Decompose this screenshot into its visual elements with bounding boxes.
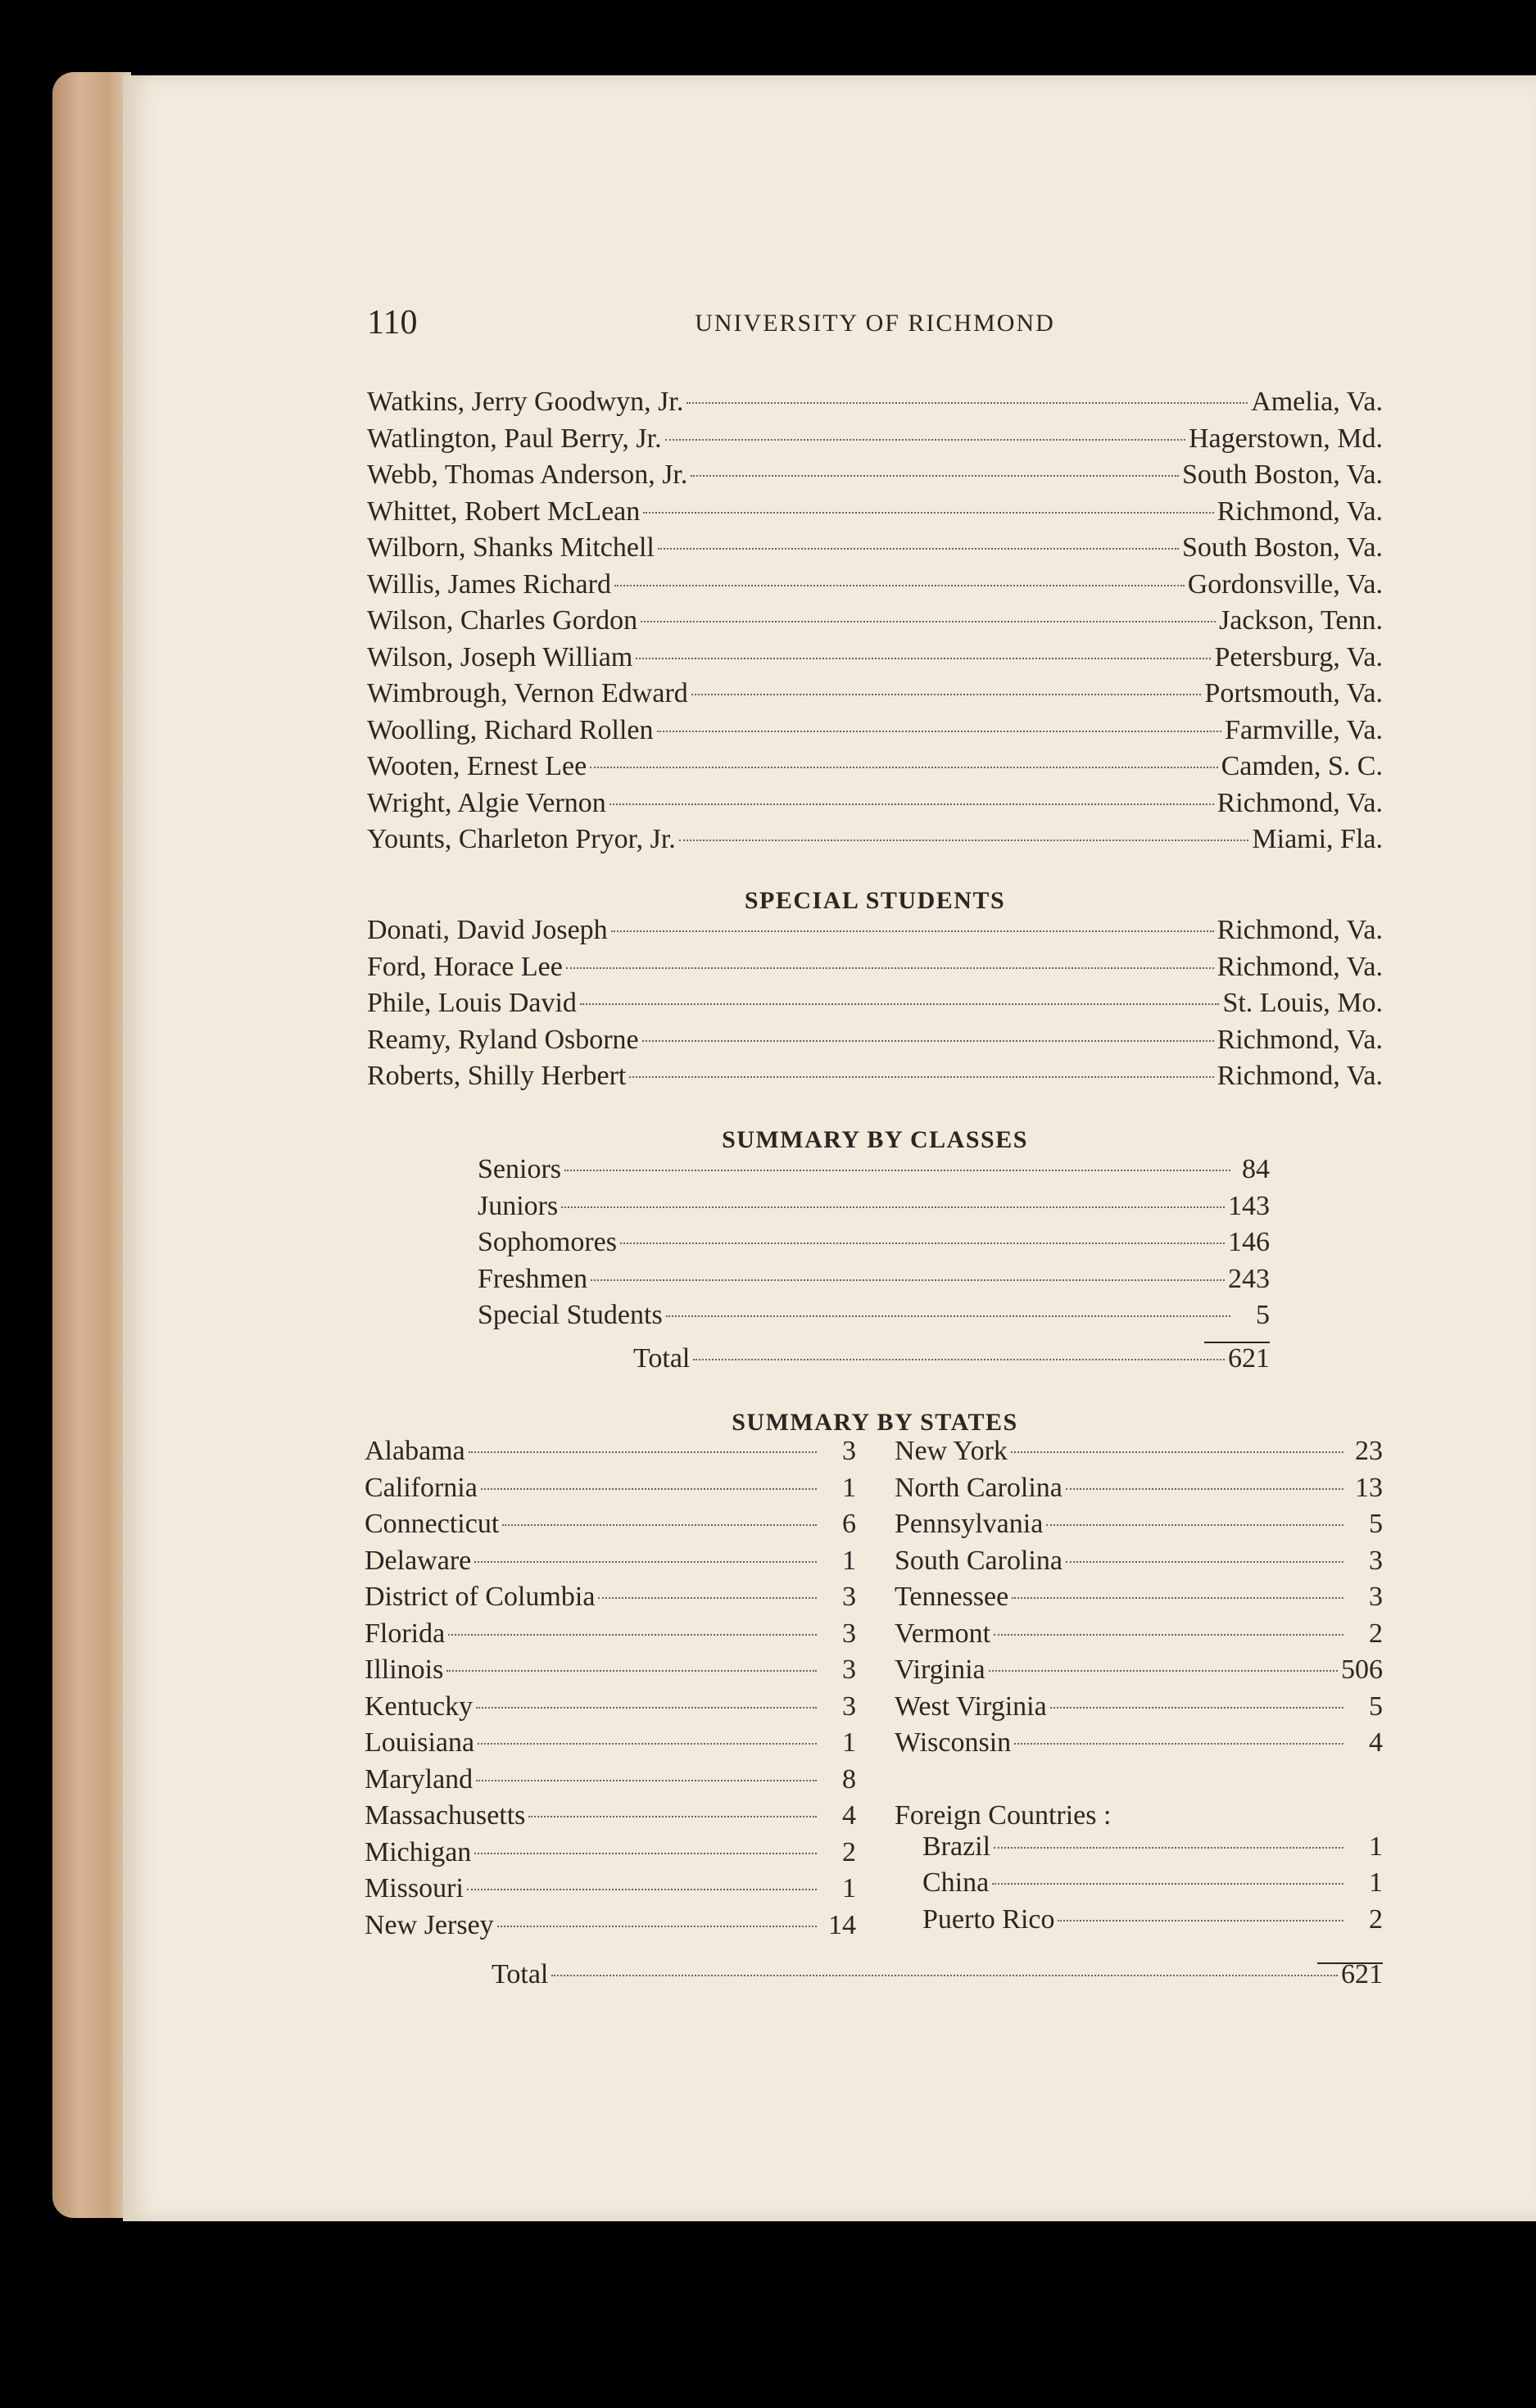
state-row [895, 1582, 1383, 1618]
state-row-label: Missouri [365, 1873, 464, 1903]
special-student-row-label: Reamy, Ryland Osborne [367, 1024, 639, 1055]
state-row-value: 6 [842, 1509, 856, 1539]
leader-dots [448, 1634, 817, 1636]
state-row-label: North Carolina [895, 1472, 1063, 1503]
special-student-row [367, 1025, 1383, 1061]
leader-dots [446, 1670, 817, 1672]
class-row-label: Seniors [478, 1154, 561, 1184]
states-total-row [492, 1959, 1383, 1990]
student-row-label: Webb, Thomas Anderson, Jr. [367, 459, 688, 490]
summary-by-states-heading: SUMMARY BY STATES [732, 1409, 1018, 1436]
class-row-label: Sophomores [478, 1227, 617, 1257]
leader-dots [580, 1003, 1220, 1005]
foreign-countries-label: Foreign Countries : [895, 1799, 1112, 1831]
class-row [478, 1300, 1270, 1337]
states-total-label: Total [492, 1959, 549, 1989]
leader-dots [691, 694, 1202, 695]
page-header [367, 303, 1383, 344]
state-row-value: 5 [1369, 1509, 1383, 1539]
leader-dots [693, 1359, 1225, 1360]
state-row-label: Florida [365, 1618, 446, 1649]
summary-by-classes-heading: SUMMARY BY CLASSES [722, 1126, 1028, 1153]
special-student-row [367, 988, 1383, 1025]
state-row-label: Virginia [895, 1654, 985, 1685]
leader-dots [1058, 1920, 1343, 1921]
state-row [365, 1910, 856, 1947]
foreign-country-row [895, 1831, 1383, 1868]
leader-dots [469, 1451, 817, 1453]
state-row-value: 1 [842, 1873, 856, 1903]
student-row-value: South Boston, Va. [1182, 459, 1383, 490]
state-row-value: 4 [842, 1800, 856, 1831]
student-row [367, 678, 1383, 715]
student-row-value: Petersburg, Va. [1214, 641, 1383, 672]
leader-dots [657, 731, 1222, 732]
student-row-label: Willis, James Richard [367, 568, 611, 600]
state-row-value: 3 [842, 1582, 856, 1612]
classes-total-value: 621 [1228, 1342, 1270, 1374]
student-row-value: Jackson, Tenn. [1218, 605, 1383, 636]
class-row-value: 5 [1256, 1300, 1270, 1330]
foreign-country-row-label: China [922, 1867, 990, 1898]
leader-dots [502, 1524, 817, 1526]
special-student-row-value: Richmond, Va. [1217, 915, 1383, 945]
state-row-label: Vermont [895, 1618, 991, 1649]
leader-dots [467, 1889, 817, 1890]
class-row-value: 146 [1228, 1227, 1270, 1257]
state-row [895, 1691, 1383, 1728]
leader-dots [591, 1279, 1225, 1281]
class-row [478, 1191, 1270, 1228]
student-row [367, 642, 1383, 679]
leader-dots [994, 1634, 1343, 1636]
state-row-label: District of Columbia [365, 1582, 596, 1612]
special-student-row-label: Ford, Horace Lee [367, 951, 563, 982]
student-list [367, 387, 1383, 861]
class-row [478, 1264, 1270, 1301]
states-right-column [895, 1436, 1383, 1940]
state-row-label: New York [895, 1436, 1008, 1466]
state-row [365, 1509, 856, 1546]
leader-dots [566, 967, 1214, 969]
state-row-label: New Jersey [365, 1909, 494, 1940]
leader-dots [590, 767, 1217, 768]
state-row [365, 1691, 856, 1728]
student-row [367, 751, 1383, 788]
student-row [367, 459, 1383, 496]
leader-dots [666, 1315, 1230, 1317]
student-row [367, 423, 1383, 460]
page-number: 110 [367, 304, 418, 342]
state-row [895, 1654, 1383, 1691]
student-row-label: Wright, Algie Vernon [367, 787, 606, 818]
leader-dots [476, 1707, 817, 1709]
special-students-heading: SPECIAL STUDENTS [744, 887, 1006, 914]
student-row-value: Portsmouth, Va. [1204, 678, 1383, 708]
leader-dots [474, 1853, 817, 1854]
state-row-label: Alabama [365, 1436, 465, 1466]
state-row-value: 5 [1369, 1691, 1383, 1722]
states-left-column [365, 1436, 856, 1946]
leader-dots [1050, 1707, 1343, 1709]
leader-dots [611, 930, 1214, 932]
special-student-row-label: Roberts, Shilly Herbert [367, 1061, 627, 1091]
state-row [365, 1473, 856, 1510]
classes-total-label: Total [633, 1342, 691, 1374]
leader-dots [629, 1076, 1213, 1078]
state-row [365, 1727, 856, 1764]
foreign-country-row-value: 1 [1369, 1867, 1383, 1898]
student-row [367, 715, 1383, 752]
state-row-label: California [365, 1472, 478, 1503]
state-row-label: Connecticut [365, 1509, 500, 1539]
leader-dots [1011, 1451, 1343, 1453]
student-row-value: Amelia, Va. [1251, 387, 1383, 417]
class-row [478, 1154, 1270, 1191]
state-row [365, 1837, 856, 1874]
state-row-value: 3 [842, 1691, 856, 1722]
state-row [365, 1582, 856, 1618]
leader-dots [989, 1670, 1338, 1672]
state-row-label: Wisconsin [895, 1727, 1012, 1758]
class-row-label: Special Students [478, 1300, 663, 1330]
leader-dots [474, 1561, 817, 1563]
state-row-value: 23 [1355, 1436, 1383, 1466]
foreign-country-row-value: 1 [1369, 1831, 1383, 1862]
state-row-value: 3 [842, 1436, 856, 1466]
class-row-value: 84 [1242, 1154, 1270, 1184]
student-row-label: Wooten, Ernest Lee [367, 751, 587, 781]
leader-dots [497, 1926, 817, 1927]
student-row-value: South Boston, Va. [1182, 532, 1383, 563]
state-row-value: 3 [842, 1654, 856, 1685]
state-row [895, 1727, 1383, 1764]
state-row [895, 1436, 1383, 1473]
state-row [895, 1509, 1383, 1546]
running-title: UNIVERSITY OF RICHMOND [695, 310, 1055, 337]
state-row-label: Pennsylvania [895, 1509, 1044, 1539]
special-student-row [367, 915, 1383, 952]
student-row-value: Camden, S. C. [1221, 751, 1383, 781]
state-row-label: Delaware [365, 1545, 472, 1576]
leader-dots [1046, 1524, 1343, 1526]
state-row-value: 13 [1355, 1472, 1383, 1503]
leader-dots [642, 1040, 1214, 1042]
student-row-value: Gordonsville, Va. [1187, 568, 1383, 600]
leader-dots [614, 585, 1185, 586]
leader-dots [598, 1597, 817, 1599]
student-row-label: Watkins, Jerry Goodwyn, Jr. [367, 387, 684, 417]
state-row-label: Louisiana [365, 1727, 475, 1758]
state-row-label: Maryland [365, 1763, 473, 1795]
student-row [367, 532, 1383, 569]
summary-by-classes [478, 1154, 1270, 1374]
student-row-value: Farmville, Va. [1225, 714, 1383, 745]
leader-dots [691, 475, 1179, 477]
leader-dots [1012, 1597, 1343, 1599]
state-row-value: 1 [842, 1727, 856, 1758]
student-row [367, 387, 1383, 423]
leader-dots [528, 1816, 817, 1817]
student-row-value: Richmond, Va. [1217, 787, 1383, 818]
student-row [367, 605, 1383, 642]
student-row [367, 496, 1383, 533]
student-row-label: Watlington, Paul Berry, Jr. [367, 423, 662, 454]
student-row-label: Wilson, Joseph William [367, 641, 633, 672]
leader-dots [641, 621, 1216, 622]
leader-dots [1066, 1488, 1343, 1490]
student-row [367, 824, 1383, 861]
special-student-row [367, 952, 1383, 989]
classes-total-row [478, 1343, 1270, 1374]
state-row-label: South Carolina [895, 1545, 1063, 1576]
state-row-label: West Virginia [895, 1691, 1047, 1722]
leader-dots [1066, 1561, 1343, 1563]
state-row-value: 14 [828, 1909, 856, 1940]
state-row-label: Kentucky [365, 1691, 473, 1722]
special-student-row-value: Richmond, Va. [1217, 951, 1383, 982]
leader-dots [561, 1206, 1225, 1208]
student-row-label: Whittet, Robert McLean [367, 496, 641, 527]
student-row-label: Wilson, Charles Gordon [367, 605, 638, 636]
leader-dots [478, 1743, 817, 1745]
leader-dots [665, 439, 1185, 441]
foreign-country-row [895, 1867, 1383, 1904]
special-student-row-value: Richmond, Va. [1217, 1024, 1383, 1055]
student-row-value: Richmond, Va. [1217, 496, 1383, 527]
student-row [367, 788, 1383, 825]
state-row-value: 3 [1369, 1545, 1383, 1576]
special-student-row-value: St. Louis, Mo. [1222, 988, 1383, 1018]
state-row [365, 1800, 856, 1837]
foreign-country-row-label: Puerto Rico [922, 1903, 1055, 1935]
special-student-row-label: Donati, David Joseph [367, 915, 608, 945]
class-row-value: 143 [1228, 1190, 1270, 1221]
state-row-label: Illinois [365, 1654, 444, 1685]
state-row-label: Michigan [365, 1836, 472, 1867]
state-row-value: 3 [1369, 1582, 1383, 1612]
leader-dots [992, 1883, 1343, 1885]
leader-dots [564, 1170, 1230, 1171]
state-row [895, 1473, 1383, 1510]
state-row [895, 1546, 1383, 1582]
state-row [365, 1764, 856, 1801]
leader-dots [679, 840, 1249, 841]
state-row-value: 506 [1341, 1654, 1383, 1685]
leader-dots [476, 1780, 817, 1781]
state-row [365, 1618, 856, 1655]
leader-dots [658, 548, 1179, 550]
leader-dots [636, 658, 1211, 659]
state-row-label: Massachusetts [365, 1800, 526, 1831]
state-row-value: 1 [842, 1472, 856, 1503]
leader-dots [686, 402, 1248, 404]
leader-dots [1014, 1743, 1343, 1745]
state-row [365, 1654, 856, 1691]
class-row-label: Freshmen [478, 1263, 588, 1294]
student-row-label: Woolling, Richard Rollen [367, 714, 654, 745]
book-page-edge [52, 72, 131, 2218]
leader-dots [994, 1847, 1343, 1849]
student-row-value: Miami, Fla. [1252, 824, 1383, 854]
special-student-row-value: Richmond, Va. [1217, 1061, 1383, 1091]
foreign-country-row-label: Brazil [922, 1831, 991, 1862]
student-row-label: Younts, Charleton Pryor, Jr. [367, 824, 676, 854]
student-row-label: Wimbrough, Vernon Edward [367, 678, 688, 708]
class-row-value: 243 [1228, 1263, 1270, 1294]
leader-dots [609, 803, 1214, 805]
state-row-value: 8 [842, 1763, 856, 1795]
states-total-value: 621 [1341, 1959, 1383, 1989]
student-row-value: Hagerstown, Md. [1188, 423, 1383, 454]
state-row [365, 1546, 856, 1582]
state-row-value: 2 [842, 1836, 856, 1867]
leader-dots [481, 1488, 817, 1490]
state-row-value: 3 [842, 1618, 856, 1649]
class-row-label: Juniors [478, 1190, 559, 1221]
student-row-label: Wilborn, Shanks Mitchell [367, 532, 655, 563]
state-row [365, 1436, 856, 1473]
foreign-country-row [895, 1904, 1383, 1941]
states-total [492, 1959, 1383, 1990]
leader-dots [643, 512, 1213, 514]
leader-dots [620, 1242, 1225, 1244]
leader-dots [551, 1975, 1338, 1976]
state-row-value: 4 [1369, 1727, 1383, 1758]
state-row-label: Tennessee [895, 1582, 1009, 1612]
special-student-row [367, 1061, 1383, 1098]
special-students-list [367, 915, 1383, 1098]
state-row-value: 1 [842, 1545, 856, 1576]
state-row-value: 2 [1369, 1618, 1383, 1649]
state-row [365, 1873, 856, 1910]
student-row [367, 569, 1383, 606]
foreign-country-row-value: 2 [1369, 1903, 1383, 1935]
special-student-row-label: Phile, Louis David [367, 988, 577, 1018]
state-row [895, 1618, 1383, 1655]
class-row [478, 1227, 1270, 1264]
